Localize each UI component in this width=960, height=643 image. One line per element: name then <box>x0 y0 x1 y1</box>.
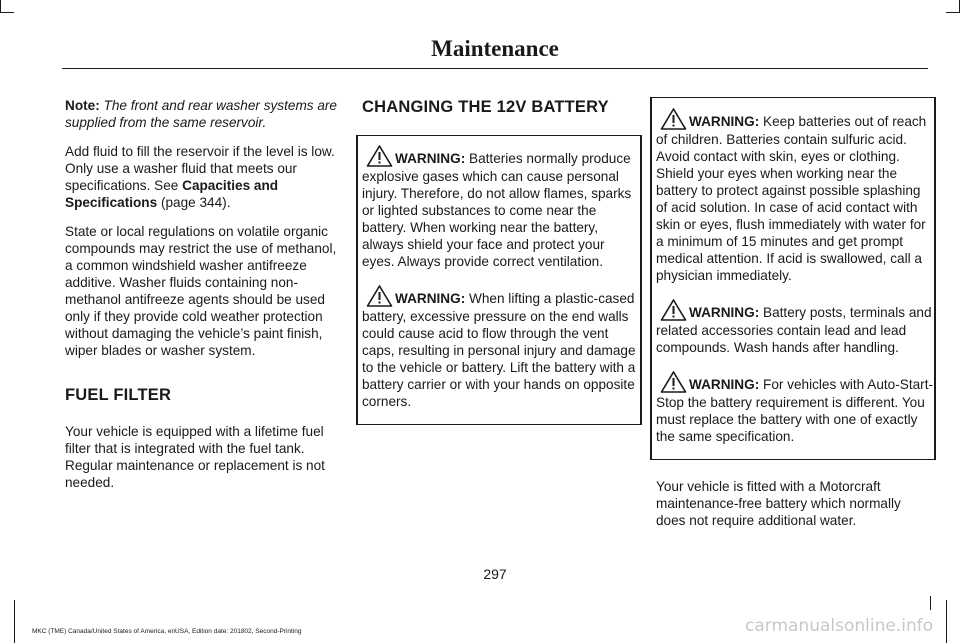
page-title: Maintenance <box>431 36 559 61</box>
page-reference: (page 344). <box>157 195 231 210</box>
warning-label: WARNING: <box>395 291 466 306</box>
crop-mark <box>0 12 14 13</box>
warning-text: When lifting a plastic-cased battery, excessive pressure on the end walls could cause acid to flow through the vent caps, resulting in personal injury and damage to the vehicle or battery. Lift the battery with a battery carrier or with your hands on opposite corners. <box>362 291 636 409</box>
paragraph-fuel-filter: Your vehicle is equipped with a lifetime fuel filter that is integrated with the fuel tank. Regular maintenance or replacement is not needed. <box>65 424 325 490</box>
header-rule <box>62 68 928 69</box>
note-label: Note: <box>65 98 100 113</box>
warning-triangle-icon <box>660 370 687 394</box>
warning-item <box>656 107 934 284</box>
warning-text: Battery posts, terminals and related accessories contain lead and lead compounds. Wash hands after handling. <box>656 305 932 355</box>
warning-item <box>362 144 640 270</box>
crop-mark <box>0 0 1 12</box>
paragraph-regulations: State or local regulations on volatile organic compounds may restrict the use of methanol, a common windshield washer antifreeze additive. Washer fluids containing non-methanol antifreeze agents should be used only if they provide cold weather protection without damaging the vehicle’s paint finish, wiper blades or washer system. <box>65 224 337 358</box>
cross-reference-link[interactable]: Capacities and Specifications <box>65 178 279 210</box>
warning-box <box>356 135 642 425</box>
warning-label: WARNING: <box>689 114 760 129</box>
warning-item <box>656 298 934 356</box>
warning-text: Batteries normally produce explosive gases which can cause personal injury. Therefore, do not allow flames, sparks or lighted substances to come near the battery. When working near the battery, always shield your face and protect your eyes. Always provide correct ventilation. <box>362 151 632 269</box>
column-left <box>65 97 337 503</box>
warning-triangle-icon <box>660 298 687 322</box>
warning-triangle-icon <box>366 144 393 168</box>
crop-mark <box>14 600 15 643</box>
paragraph-battery: Your vehicle is fitted with a Motorcraft maintenance-free battery which normally does not require additional water. <box>656 479 901 528</box>
note-paragraph <box>65 97 337 131</box>
section-heading-fuel-filter: FUEL FILTER <box>65 386 172 404</box>
warning-item <box>656 370 934 445</box>
warning-box <box>650 97 936 460</box>
warning-triangle-icon <box>366 284 393 308</box>
section-heading-battery: CHANGING THE 12V BATTERY <box>362 98 609 116</box>
crop-mark <box>930 596 931 610</box>
warning-text: For vehicles with Auto-Start-Stop the battery requirement is different. You must replace the battery with one of exactly the same specification. <box>656 377 933 444</box>
column-right <box>656 97 933 541</box>
page-number: 297 <box>483 566 507 582</box>
warning-label: WARNING: <box>395 151 466 166</box>
paragraph-text: Add fluid to fill the reservoir if the level is low. Only use a washer fluid that meets our specifications. See <box>65 144 335 193</box>
warning-label: WARNING: <box>689 305 760 320</box>
warning-item <box>362 284 640 410</box>
crop-mark <box>946 12 960 13</box>
paragraph-washer-fluid <box>65 143 337 211</box>
watermark: carmanualsonline.info <box>745 616 934 636</box>
crop-mark <box>946 600 947 643</box>
note-text: The front and rear washer systems are supplied from the same reservoir. <box>65 98 337 130</box>
warning-triangle-icon <box>660 107 687 131</box>
warning-label: WARNING: <box>689 377 760 392</box>
warning-text: Keep batteries out of reach of children. Batteries contain sulfuric acid. Avoid contact with skin, eyes or clothing. Shield your eyes when working near the battery to protect against possible splashing of acid solution. In case of acid contact with skin or eyes, flush immediately with water for a minimum of 15 minutes and get prompt medical attention. If acid is swallowed, call a physician immediately. <box>656 114 927 283</box>
column-middle <box>362 97 634 425</box>
edition-footer: MKC (TME) Canada/United States of America, enUSA, Edition date: 201802, Second-Printing <box>32 628 302 635</box>
